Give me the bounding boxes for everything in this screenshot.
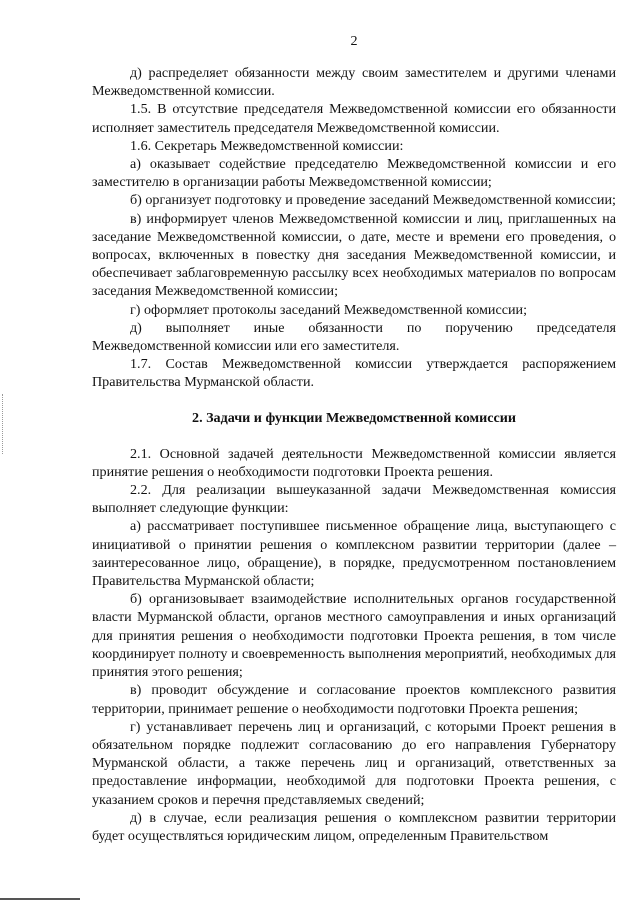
paragraph-2-2-functions: 2.2. Для реализации вышеуказанной задачи Межведомственная комиссия выполняет следующие функции: (92, 482, 616, 517)
scan-artifact-dots (2, 394, 5, 454)
paragraph-2-1-main-task: 2.1. Основной задачей деятельности Межведомственной комиссии является принятие решения о необходимости подготовки Проекта решения. (92, 445, 616, 480)
paragraph-1-6-d: д) выполняет иные обязанности по поручению председателя Межведомственной комиссии или его заместителя. (92, 319, 616, 355)
page-number: 2 (350, 33, 358, 49)
paragraph-1-6-v: в) информирует членов Межведомственной комиссии и лиц, приглашенных на заседание Межведомственной комиссии, о дате, месте и времени его проведения, о вопросах, включенных в повестку дня заседания Межведомственной комиссии, и обеспечивает заблаговременную рассылку всех необходимых материалов по вопросам заседания Межведомственной комиссии; (92, 210, 616, 300)
paragraph-1-6-secretary: 1.6. Секретарь Межведомственной комиссии: (130, 137, 404, 154)
scan-artifact-line (0, 898, 80, 900)
section-title: 2. Задачи и функции Межведомственной комиссии (192, 409, 516, 426)
paragraph-1-6-a: а) оказывает содействие председателю Межведомственной комиссии и его заместителю в организации работы Межведомственной комиссии; (92, 156, 616, 191)
paragraph-2-2-d: д) в случае, если реализация решения о комплексном развитии территории будет осуществляться юридическим лицом, определенным Правительством (92, 809, 616, 844)
paragraph-1-7-composition: 1.7. Состав Межведомственной комиссии утверждается распоряжением Правительства Мурманской области. (92, 356, 616, 391)
paragraph-2-2-g: г) устанавливает перечень лиц и организаций, с которыми Проект решения в обязательном порядке подлежит согласованию до его направления Губернатору Мурманской области, а также перечень лиц и организаций, ответственных за предоставление информации, необходимой для подготовки Проекта решения, с указанием сроков и перечня представляемых сведений; (92, 718, 616, 808)
paragraph-2-2-v: в) проводит обсуждение и согласование проектов комплексного развития территории, принимает решение о необходимости подготовки Проекта решения; (92, 682, 616, 717)
paragraph-1-d-distribute-duties: д) распределяет обязанности между своим заместителем и другими членами Межведомственной комиссии. (92, 65, 616, 100)
paragraph-2-2-a: а) рассматривает поступившее письменное обращение лица, выступающего с инициативой о принятии решения о комплексном развитии территории (далее – заинтересованное лицо, обращение), в порядке, предусмотренном постановлением Правительства Мурманской области; (92, 518, 616, 590)
paragraph-1-5-absence-of-chair: 1.5. В отсутствие председателя Межведомственной комиссии его обязанности исполняет заместитель председателя Межведомственной комиссии. (92, 101, 616, 136)
paragraph-1-6-b: б) организует подготовку и проведение заседаний Межведомственной комиссии; (130, 192, 616, 209)
paragraph-2-2-b: б) организовывает взаимодействие исполнительных органов государственной власти Мурманской области, органов местного самоуправления и иных организаций для принятия решения о необходимости подготовки Проекта решения, в том числе координирует полноту и своевременность выполнения мероприятий, необходимых для принятия этого решения; (92, 591, 616, 681)
document-page (92, 32, 616, 845)
paragraph-1-6-g: г) оформляет протоколы заседаний Межведомственной комиссии; (130, 301, 527, 318)
